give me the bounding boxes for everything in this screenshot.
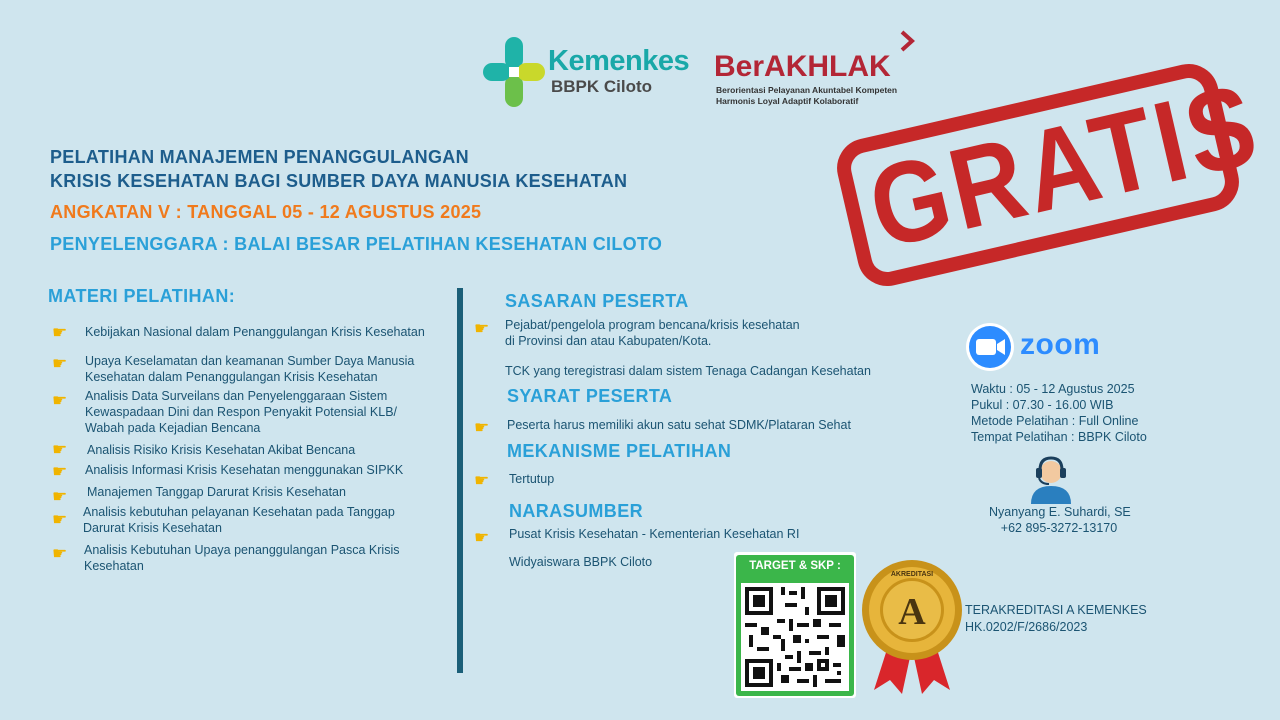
customer-service-icon — [1025, 452, 1077, 504]
berakhlak-tagline-line2: Harmonis Loyal Adaptif Kolaboratif — [716, 96, 859, 106]
list-item: Analisis Informasi Krisis Kesehatan menggunakan SIPKK — [85, 463, 404, 477]
narasumber-line2: Widyaiswara BBPK Ciloto — [509, 555, 653, 569]
zoom-tempat: Tempat Pelatihan : BBPK Ciloto — [971, 430, 1147, 444]
pointing-hand-icon: ☛ — [52, 544, 68, 563]
berakhlak-tagline — [716, 85, 897, 107]
narasumber-line1: Pusat Krisis Kesehatan - Kementerian Kesehatan RI — [509, 527, 800, 541]
mekanisme-text: Tertutup — [509, 472, 555, 486]
pointing-hand-icon: ☛ — [52, 354, 68, 373]
sasaran-line1: Pejabat/pengelola program bencana/krisis kesehatan — [505, 318, 800, 332]
syarat-text: Peserta harus memiliki akun satu sehat SDMK/Plataran Sehat — [507, 418, 851, 432]
list-item: Analisis Risiko Krisis Kesehatan Akibat Bencana — [87, 443, 356, 457]
akreditasi-line2: HK.0202/F/2686/2023 — [965, 620, 1088, 634]
syarat-heading: SYARAT PESERTA — [507, 386, 673, 406]
contact-name: Nyanyang E. Suhardi, SE — [989, 505, 1131, 519]
sasaran-tck: TCK yang teregistrasi dalam sistem Tenaga Cadangan Kesehatan — [505, 364, 871, 378]
penyelenggara: PENYELENGGARA : BALAI BESAR PELATIHAN KESEHATAN CILOTO — [50, 234, 663, 254]
pointing-hand-icon: ☛ — [52, 462, 68, 481]
narasumber-heading: NARASUMBER — [509, 501, 643, 521]
list-item: Analisis Data Surveilans dan Penyelenggaraan Sistem Kewaspadaan Dini dan Respon Penyakit Potensial KLB/ Wabah pada Kejadian Bencana — [85, 389, 398, 435]
sasaran-line2: di Provinsi dan atau Kabupaten/Kota. — [505, 334, 712, 348]
qr-title: TARGET & SKP : — [749, 560, 841, 572]
pointing-hand-icon: ☛ — [474, 471, 490, 490]
berakhlak-tagline-line1: Berorientasi Pelayanan Akuntabel Kompeten — [716, 85, 898, 95]
contact-info — [989, 504, 1129, 536]
qr-code[interactable] — [741, 583, 849, 691]
materi-heading: MATERI PELATIHAN: — [48, 286, 236, 306]
kemenkes-name: Kemenkes — [548, 45, 690, 77]
qr-code-icon — [741, 583, 849, 691]
kemenkes-subtitle: BBPK Ciloto — [551, 77, 653, 96]
berakhlak-name: BerAKHLAK — [714, 50, 891, 83]
pointing-hand-icon: ☛ — [52, 440, 68, 459]
akreditasi-badge-icon — [860, 560, 964, 695]
pointing-hand-icon: ☛ — [52, 323, 68, 342]
pointing-hand-icon: ☛ — [52, 510, 68, 529]
zoom-details — [971, 381, 1147, 445]
list-item: Manajemen Tanggap Darurat Krisis Kesehatan — [87, 485, 346, 499]
list-item: Analisis kebutuhan pelayanan Kesehatan pada Tanggap Darurat Krisis Kesehatan — [83, 505, 395, 535]
akreditasi-text — [965, 602, 1147, 636]
page-title — [50, 145, 627, 193]
zoom-icon — [965, 322, 1015, 372]
contact-phone[interactable]: +62 895-3272-13170 — [1000, 521, 1118, 535]
pointing-hand-icon: ☛ — [474, 528, 490, 547]
badge-label: AKREDITASI — [890, 571, 934, 578]
title-line-2: KRISIS KESEHATAN BAGI SUMBER DAYA MANUSIA KESEHATAN — [50, 171, 628, 191]
kemenkes-logo-mark — [483, 37, 545, 107]
vertical-divider — [457, 288, 463, 673]
pointing-hand-icon: ☛ — [474, 319, 490, 338]
chevron-right-icon — [898, 30, 918, 52]
badge-letter: A — [898, 591, 926, 633]
sasaran-heading: SASARAN PESERTA — [505, 291, 689, 311]
pointing-hand-icon: ☛ — [52, 487, 68, 506]
zoom-waktu: Waktu : 05 - 12 Agustus 2025 — [971, 382, 1135, 396]
zoom-logo-text: zoom — [1020, 328, 1101, 361]
zoom-metode: Metode Pelatihan : Full Online — [971, 414, 1139, 428]
pointing-hand-icon: ☛ — [474, 418, 490, 437]
sasaran-text — [505, 317, 800, 349]
gratis-stamp-text: GRATIS — [858, 59, 1272, 274]
pointing-hand-icon: ☛ — [52, 391, 68, 410]
list-item: Kebijakan Nasional dalam Penanggulangan Krisis Kesehatan — [85, 325, 425, 339]
list-item: Analisis Kebutuhan Upaya penanggulangan Pasca Krisis Kesehatan — [84, 543, 400, 573]
mekanisme-heading: MEKANISME PELATIHAN — [507, 441, 732, 461]
angkatan-date: ANGKATAN V : TANGGAL 05 - 12 AGUSTUS 2025 — [50, 202, 482, 222]
akreditasi-line1: TERAKREDITASI A KEMENKES — [965, 603, 1147, 617]
list-item: Upaya Keselamatan dan keamanan Sumber Daya Manusia Kesehatan dalam Penanggulangan Krisis Kesehatan — [85, 354, 415, 384]
title-line-1: PELATIHAN MANAJEMEN PENANGGULANGAN — [50, 147, 469, 167]
zoom-pukul: Pukul : 07.30 - 16.00 WIB — [971, 398, 1114, 412]
